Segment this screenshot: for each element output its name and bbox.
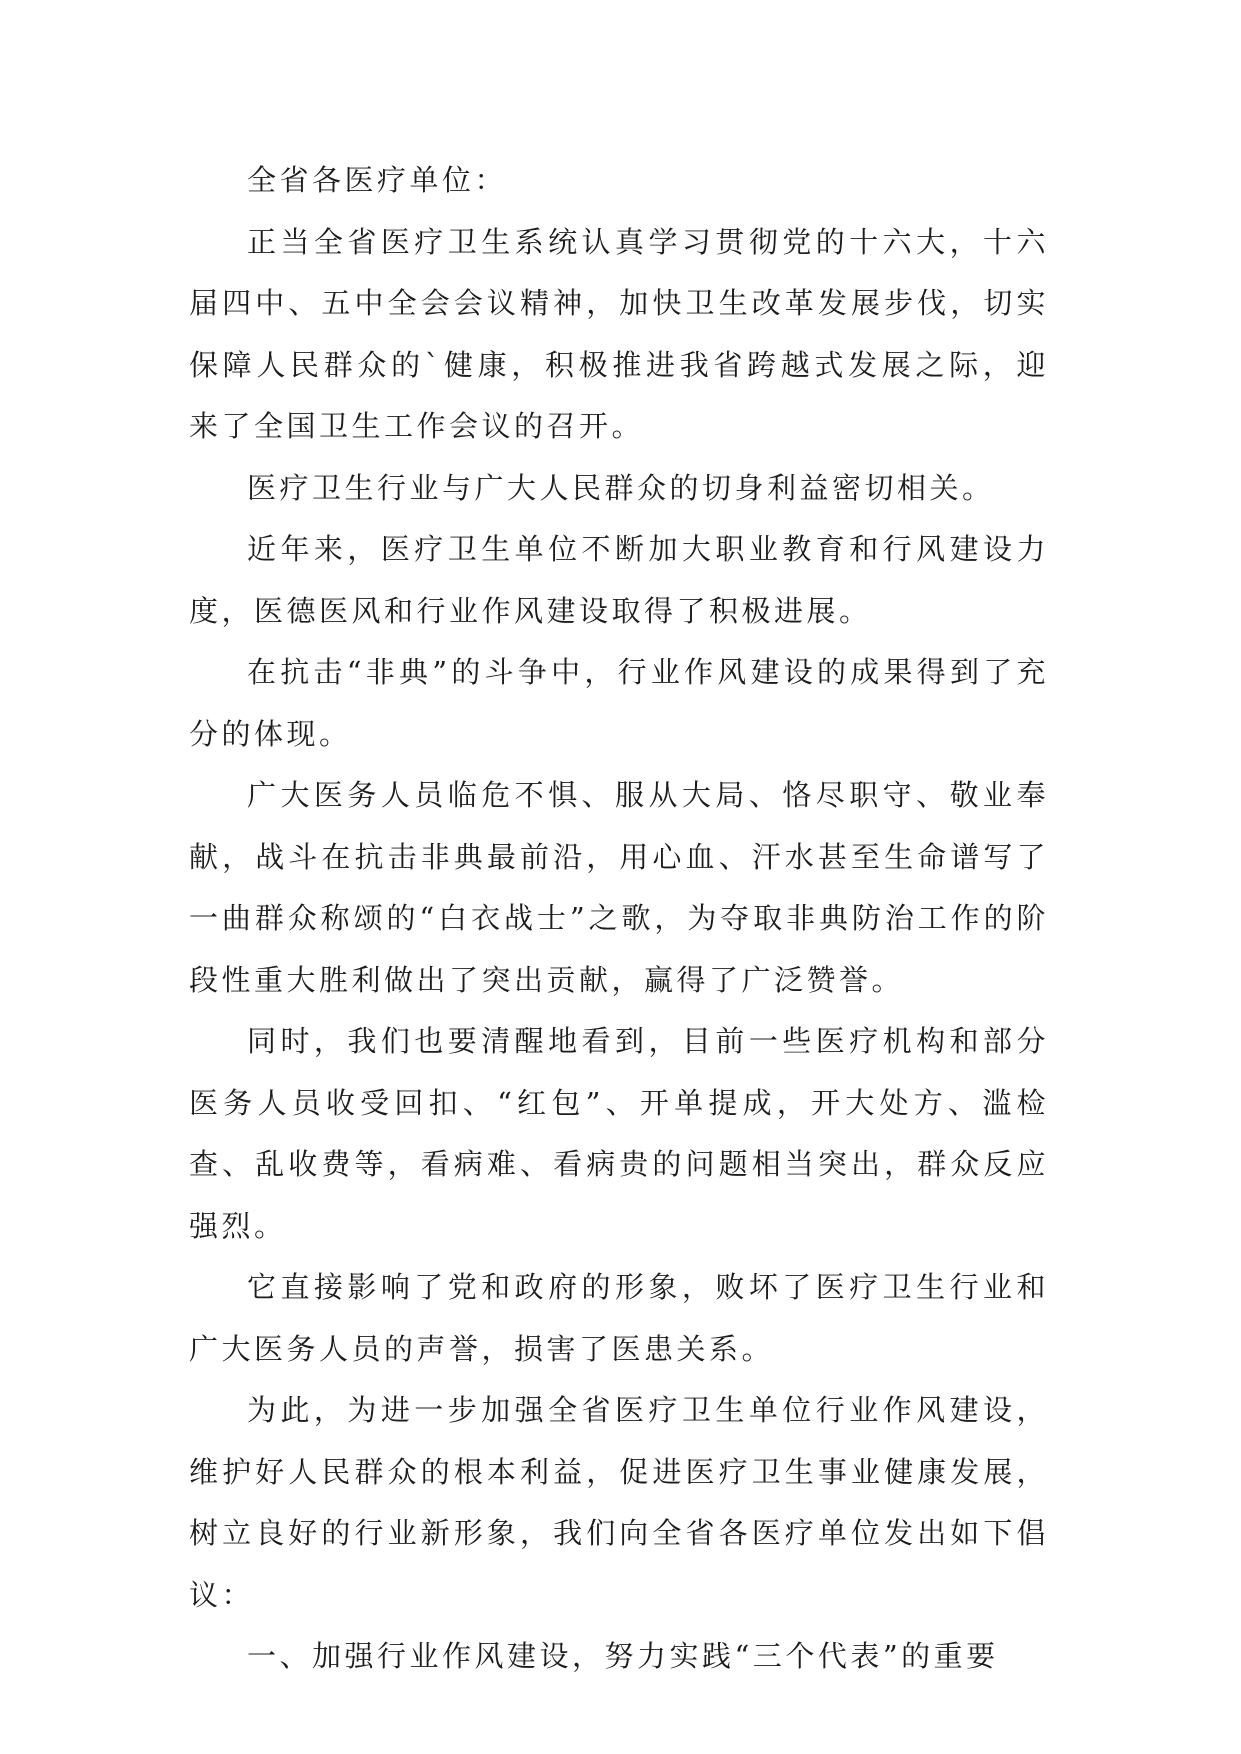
paragraph-5: 广大医务人员临危不惧、服从大局、恪尽职守、敬业奉献，战斗在抗击非典最前沿，用心血、汗水甚至生命谱写了一曲群众称颂的“白衣战士”之歌，为夺取非典防治工作的阶段性重大胜利做出了突出贡献，赢得了广泛赞誉。 xyxy=(189,778,1049,997)
paragraph-1: 正当全省医疗卫生系统认真学习贯彻党的十六大，十六届四中、五中全会会议精神，加快卫生改革发展步伐，切实保障人民群众的`健康，积极推进我省跨越式发展之际，迎来了全国卫生工作会议的召开。 xyxy=(189,224,1049,443)
document-body xyxy=(189,150,1049,1688)
salutation: 全省各医疗单位： xyxy=(247,163,508,197)
paragraph-4: 在抗击“非典”的斗争中，行业作风建设的成果得到了充分的体现。 xyxy=(189,655,1049,751)
paragraph-3: 近年来，医疗卫生单位不断加大职业教育和行风建设力度，医德医风和行业作风建设取得了积极进展。 xyxy=(189,532,1049,628)
paragraph-7: 它直接影响了党和政府的形象，败坏了医疗卫生行业和广大医务人员的声誉，损害了医患关系。 xyxy=(189,1270,1049,1366)
paragraph-8: 为此，为进一步加强全省医疗卫生单位行业作风建设，维护好人民群众的根本利益，促进医疗卫生事业健康发展，树立良好的行业新形象，我们向全省各医疗单位发出如下倡议： xyxy=(189,1393,1049,1612)
paragraph-6: 同时，我们也要清醒地看到，目前一些医疗机构和部分医务人员收受回扣、“红包”、开单提成，开大处方、滥检查、乱收费等，看病难、看病贵的问题相当突出，群众反应强烈。 xyxy=(189,1024,1049,1243)
paragraph-2: 医疗卫生行业与广大人民群众的切身利益密切相关。 xyxy=(247,470,995,505)
paragraph-9: 一、加强行业作风建设，努力实践“三个代表”的重要 xyxy=(247,1639,999,1673)
